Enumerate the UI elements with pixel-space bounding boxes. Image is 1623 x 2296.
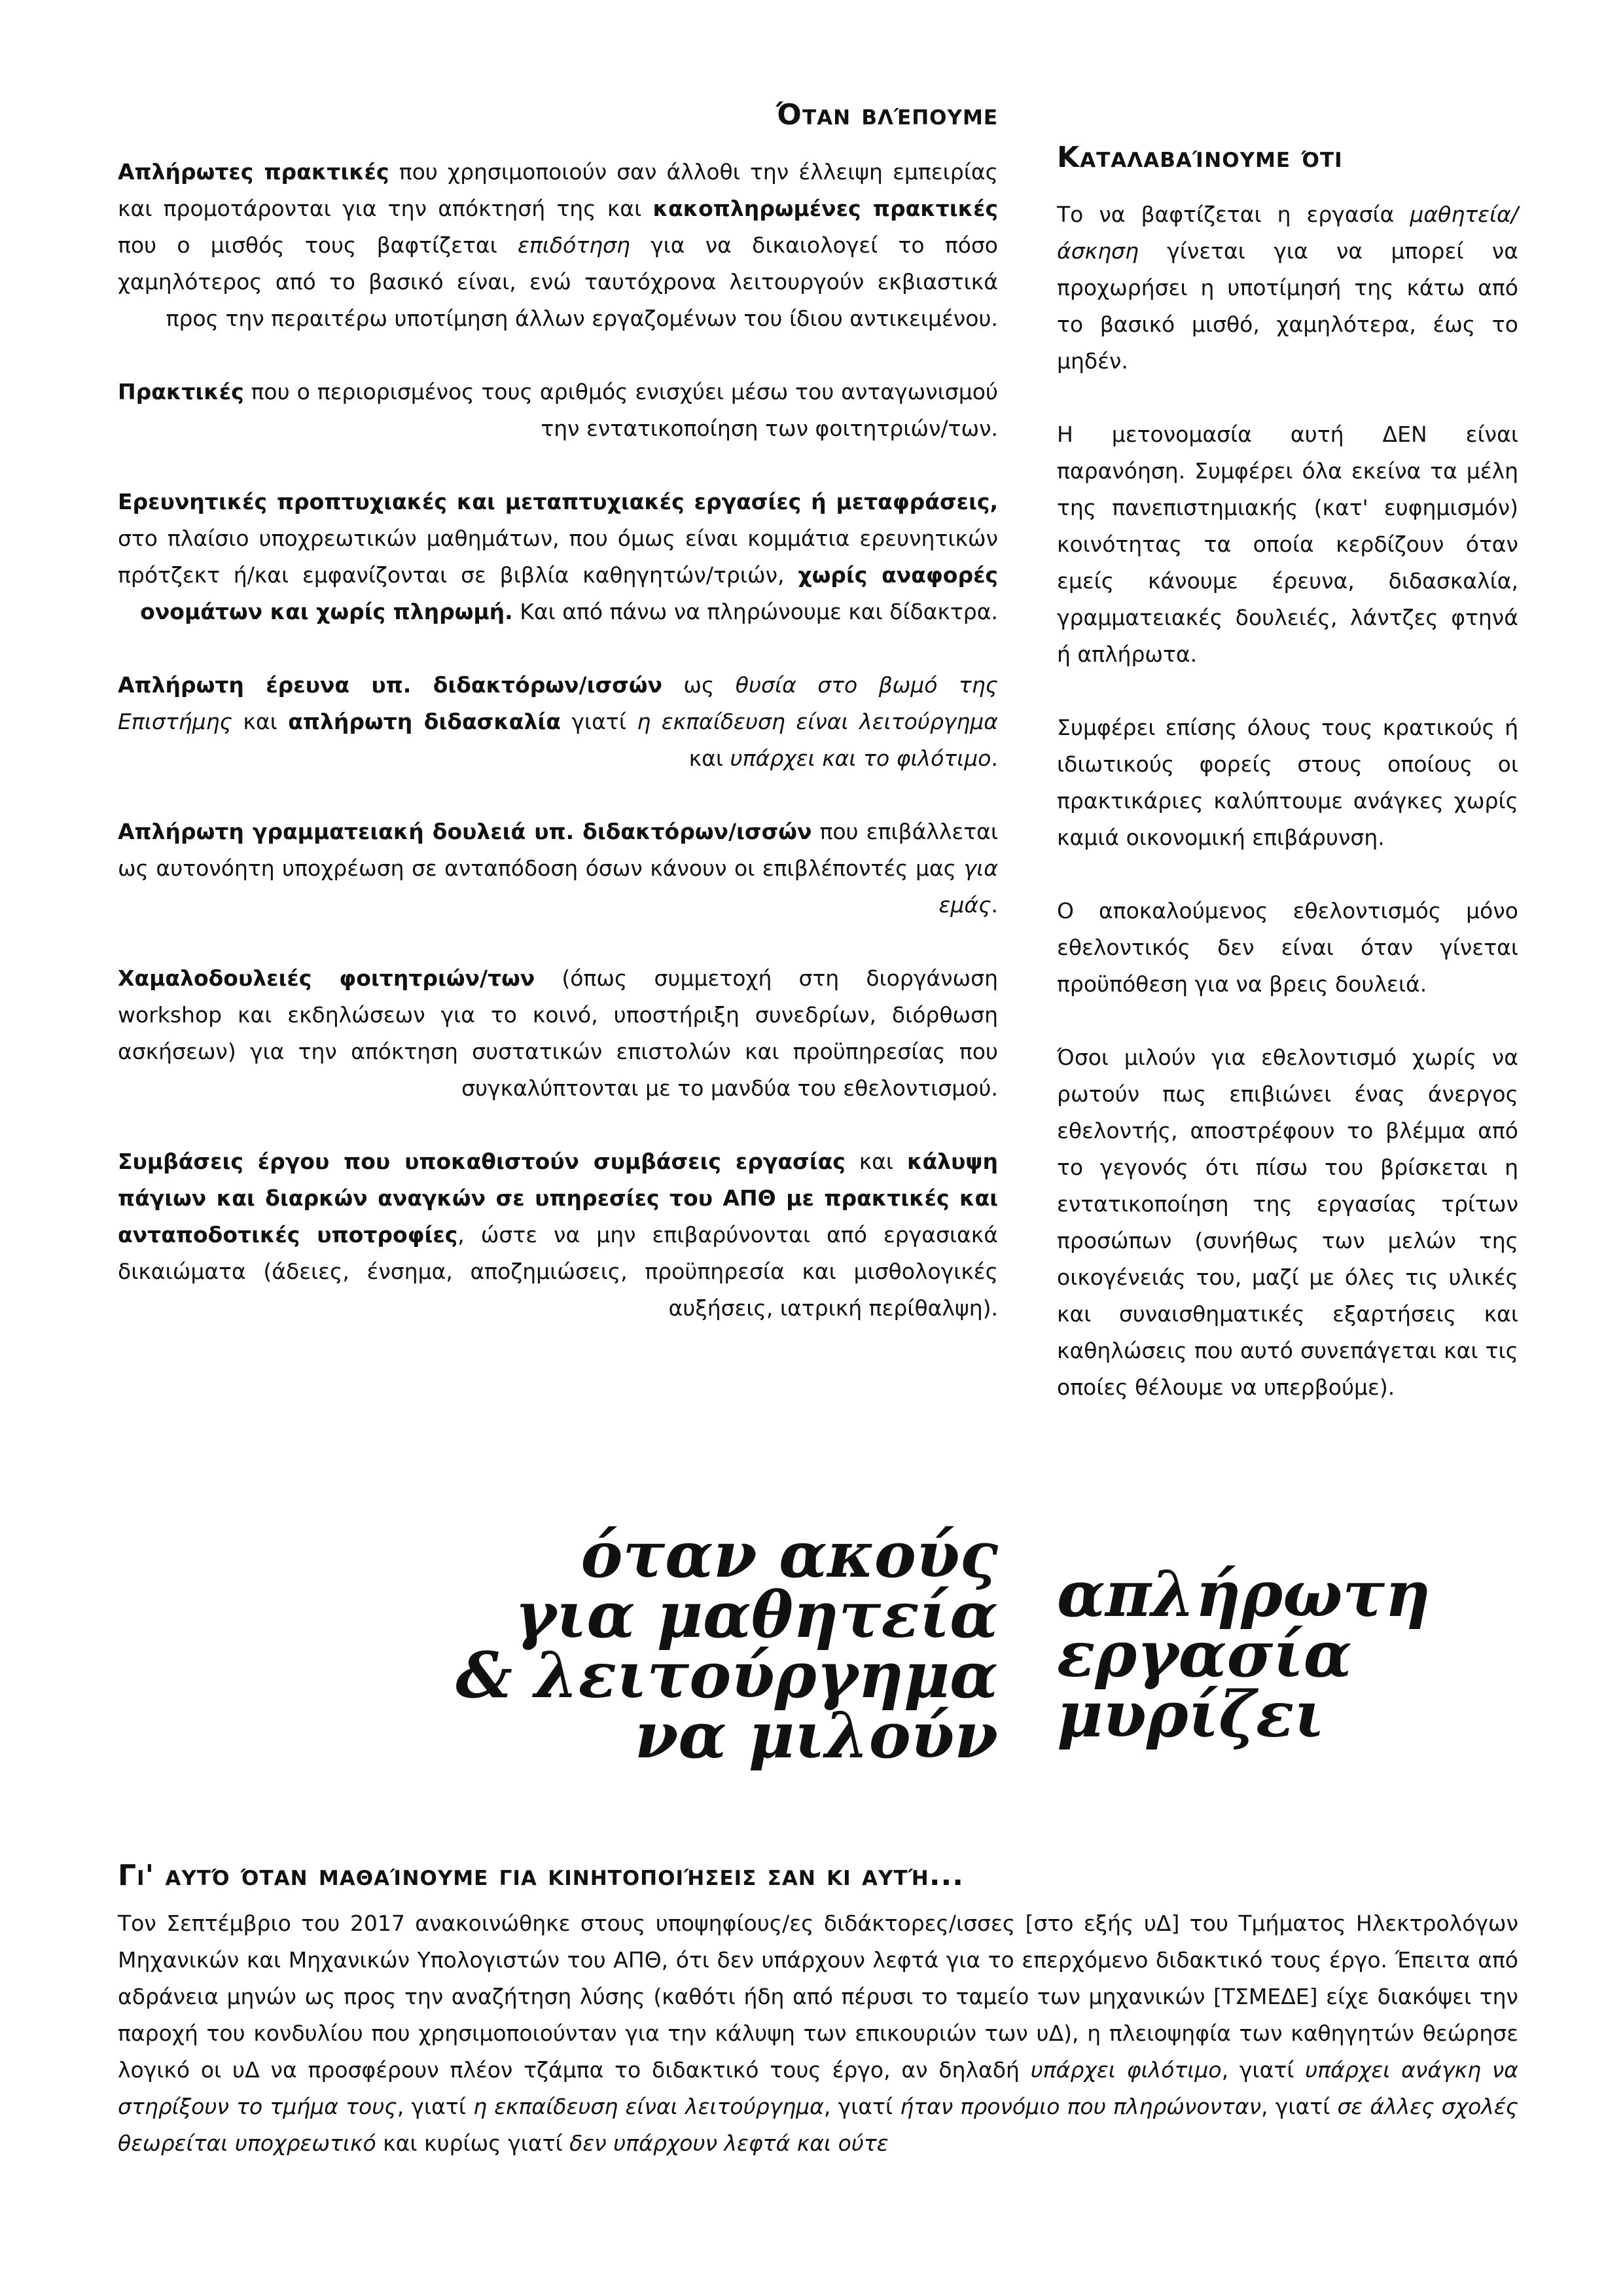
left-paragraph: Απλήρωτη έρευνα υπ. διδακτόρων/ισσών ως θυσία στο βωμό της Επιστήμης και απλήρωτη διδασκαλία γιατί η εκπαίδευση είναι λειτούργημα και υπάρχει και το φιλότιμο.	[118, 672, 999, 771]
left-paragraph: Απλήρωτη γραμματειακή δουλειά υπ. διδακτόρων/ισσών που επιβάλλεται ως αυτονόητη υποχρέωση σε ανταπόδοση όσων κάνουν οι επιβλέποντές μας για εμάς.	[118, 819, 999, 918]
left-heading: Όταν βλέπουμε	[776, 98, 998, 132]
slogan-line: όταν ακούς	[580, 1518, 998, 1592]
bottom-section	[118, 1859, 1518, 2162]
right-paragraph: Συμφέρει επίσης όλους τους κρατικούς ή ιδιωτικούς φορείς στους οποίους οι πρακτικάριες καλύπτουμε ανάγκες χωρίς καμιά οικονομική επιβάρυνση.	[1057, 715, 1518, 850]
left-column	[118, 98, 998, 1363]
right-paragraph: Το να βαφτίζεται η εργασία μαθητεία/άσκηση γίνεται για να μπορεί να προχωρήσει η υποτίμησή της κάτω από το βασικό μισθό, χαμηλότερα, έως το μηδέν.	[1057, 202, 1518, 374]
right-paragraphs	[1057, 196, 1518, 1406]
slogan-line: εργασία	[1057, 1617, 1352, 1691]
left-paragraph: Απλήρωτες πρακτικές που χρησιμοποιούν σαν άλλοθι την έλλειψη εμπειρίας και προμοτάρονται για την απόκτησή της και κακοπληρωμένες πρακτικές που ο μισθός τους βαφτίζεται επιδότηση για να δικαιολογεί το πόσο χαμηλότερος από το βασικό είναι, ενώ ταυτόχρονα λειτουργούν εκβιαστικά προς την περαιτέρω υποτίμηση άλλων εργαζομένων του ίδιου αντικειμένου.	[118, 159, 998, 331]
right-paragraph: Η μετονομασία αυτή ΔΕΝ είναι παρανόηση. Συμφέρει όλα εκείνα τα μέλη της πανεπιστημιακής (κατ' ευφημισμόν) κοινότητας τα οποία κερδίζουν όταν εμείς κάνουμε έρευνα, διδασκαλία, γραμματειακές δουλειές, λάντζες φτηνά ή απλήρωτα.	[1057, 422, 1518, 667]
left-paragraphs	[118, 154, 998, 1327]
right-column	[1057, 141, 1518, 1443]
slogan-line: για μαθητεία	[514, 1578, 998, 1652]
slogan-line: να μιλούν	[634, 1698, 998, 1772]
right-slogan	[1057, 1557, 1518, 1751]
slogan-line: μυρίζει	[1057, 1677, 1325, 1751]
right-paragraph: Ο αποκαλούμενος εθελοντισμός μόνο εθελοντικός δεν είναι όταν γίνεται προϋπόθεση για να βρεις δουλειά.	[1057, 898, 1518, 997]
left-paragraph: Ερευνητικές προπτυχιακές και μεταπτυχιακές εργασίες ή μεταφράσεις, στο πλαίσιο υποχρεωτικών μαθημάτων, που όμως είναι κομμάτια ερευνητικών πρότζεκτ ή/και εμφανίζονται σε βιβλία καθηγητών/τριών, χωρίς αναφορές ονομάτων και χωρίς πληρωμή. Και από πάνω να πληρώνουμε και δίδακτρα.	[118, 489, 998, 624]
slogan-line: & λειτούργημα	[455, 1638, 998, 1712]
left-slogan	[118, 1518, 998, 1772]
right-paragraph: Όσοι μιλούν για εθελοντισμό χωρίς να ρωτούν πως επιβιώνει ένας άνεργος εθελοντής, αποστρέφουν το βλέμμα από το γεγονός ότι πίσω του βρίσκεται η εντατικοποίηση της εργασίας τρίτων προσώπων (συνήθως των μελών της οικογένειάς του, μαζί με όλες τις υλικές και συναισθηματικές εξαρτήσεις και καθηλώσεις που αυτό συνεπάγεται και τις οποίες θέλουμε να υπερβούμε).	[1057, 1045, 1518, 1400]
left-paragraph: Συμβάσεις έργου που υποκαθιστούν συμβάσεις εργασίας και κάλυψη πάγιων και διαρκών αναγκών σε υπηρεσίες του ΑΠΘ με πρακτικές και ανταποδοτικές υποτροφίες, ώστε να μην επιβαρύνονται από εργασιακά δικαιώματα (άδειες, ένσημα, αποζημιώσεις, προϋπηρεσία και μισθολογικές αυξήσεις, ιατρική περίθαλψη).	[118, 1149, 998, 1321]
left-paragraph: Χαμαλοδουλειές φοιτητριών/των (όπως συμμετοχή στη διοργάνωση workshop και εκδηλώσεων για το κοινό, υποστήριξη συνεδρίων, διόρθωση ασκήσεων) για την απόκτηση συστατικών επιστολών και προϋπηρεσίας που συγκαλύπτονται με το μανδύα του εθελοντισμού.	[118, 965, 998, 1101]
slogan-line: απλήρωτη	[1057, 1557, 1431, 1631]
bottom-heading: Γι' αυτό όταν μαθαίνουμε για κινητοποιήσεις σαν κι αυτή...	[118, 1859, 964, 1892]
right-heading: Καταλαβαίνουμε ότι	[1057, 141, 1343, 174]
bottom-paragraph: Τον Σεπτέμβριο του 2017 ανακοινώθηκε στους υποψηφίους/ες διδάκτορες/ισσες [στο εξής υΔ] του Τμήματος Ηλεκτρολόγων Μηχανικών και Μηχανικών Υπολογιστών του ΑΠΘ, ότι δεν υπάρχουν λεφτά για το επερχόμενο διδακτικό τους έργο. Έπειτα από αδράνεια μηνών ως προς την αναζήτηση λύσης (καθότι ήδη από πέρυσι το ταμείο των μηχανικών [ΤΣΜΕΔΕ] είχε διακόψει την παροχή του κονδυλίου που χρησιμοποιούνταν για την κάλυψη των επικουριών των υΔ), η πλειοψηφία των καθηγητών θεώρησε λογικό οι υΔ να προσφέρουν πλέον τζάμπα το διδακτικό τους έργο, αν δηλαδή υπάρχει φιλότιμο, γιατί υπάρχει ανάγκη να στηρίξουν το τμήμα τους, γιατί η εκπαίδευση είναι λειτούργημα, γιατί ήταν προνόμιο που πληρώνονταν, γιατί σε άλλες σχολές θεωρείται υποχρεωτικό και κυρίως γιατί δεν υπάρχουν λεφτά και ούτε	[118, 1910, 1519, 2156]
left-paragraph: Πρακτικές που ο περιορισμένος τους αριθμός ενισχύει μέσω του ανταγωνισμού την εντατικοποίηση των φοιτητριών/των.	[118, 379, 998, 441]
